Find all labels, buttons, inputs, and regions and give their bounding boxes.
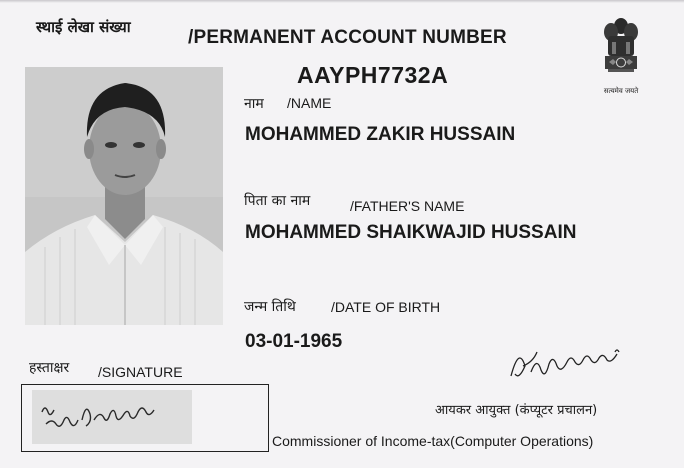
name-label: /NAME xyxy=(287,95,332,111)
commissioner-signature xyxy=(505,336,645,384)
emblem-motto xyxy=(596,82,646,98)
signature-box xyxy=(21,384,269,452)
holder-photo xyxy=(25,67,223,325)
pan-label-hindi: स्थाई लेखा संख्या xyxy=(36,18,131,36)
father-name: MOHAMMED SHAIKWAJID HUSSAIN xyxy=(245,222,577,243)
father-name-label-hindi: पिता का नाम xyxy=(244,193,311,209)
pan-number: AAYPH7732A xyxy=(297,62,449,88)
signature-label: /SIGNATURE xyxy=(98,364,183,380)
date-of-birth: 03-01-1965 xyxy=(245,331,343,352)
holder-signature xyxy=(32,390,192,444)
father-name-label: /FATHER'S NAME xyxy=(350,198,465,214)
pan-label: /PERMANENT ACCOUNT NUMBER xyxy=(188,27,507,48)
holder-name: MOHAMMED ZAKIR HUSSAIN xyxy=(245,124,516,145)
name-label-hindi: नाम xyxy=(244,96,264,112)
dob-label: /DATE OF BIRTH xyxy=(331,299,441,315)
commissioner-title-hindi: आयकर आयुक्त (कंप्यूटर प्रचालन) xyxy=(435,403,598,418)
svg-text:सत्यमेव जयते: सत्यमेव जयते xyxy=(603,87,639,95)
signature-label-hindi: हस्ताक्षर xyxy=(29,360,70,376)
commissioner-title: Commissioner of Income-tax(Computer Operations) xyxy=(272,433,594,449)
dob-label-hindi: जन्म तिथि xyxy=(244,299,296,315)
card-edge xyxy=(0,0,684,3)
